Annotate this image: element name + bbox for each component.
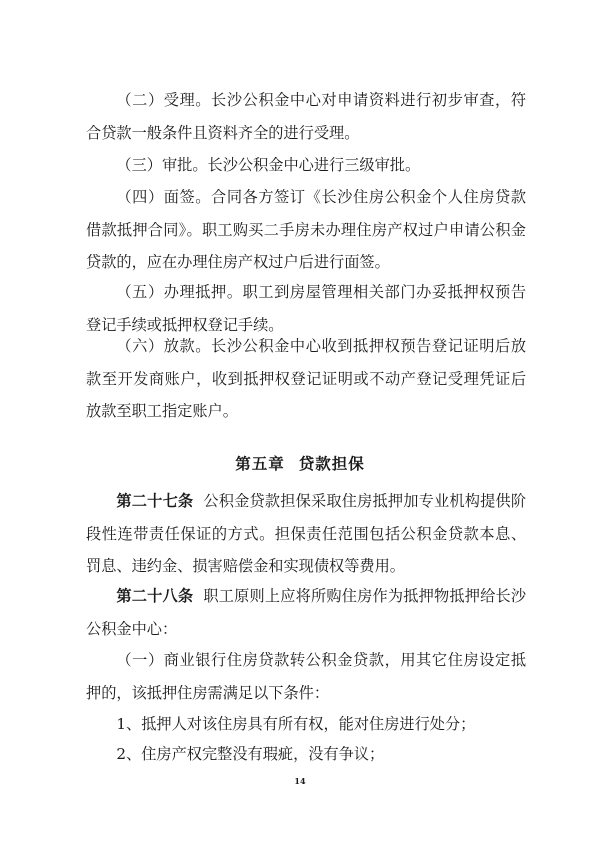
page-number: 14 bbox=[294, 776, 306, 786]
paragraph-approval: （三）审批。长沙公积金中心进行三级审批。 bbox=[116, 156, 421, 174]
paragraph-mortgage: （五）办理抵押。职工到房屋管理相关部门办妥抵押权预告登记手续或抵押权登记手续。 bbox=[86, 283, 526, 334]
article-28-label: 第二十八条 bbox=[116, 587, 194, 605]
item-one: （一）商业银行住房贷款转公积金贷款，用其它住房设定抵押的，该抵押住房需满足以下条件： bbox=[86, 651, 526, 702]
chapter-name: 贷款担保 bbox=[298, 454, 365, 473]
chapter-number: 第五章 bbox=[235, 454, 285, 473]
paragraph-disbursement: （六）放款。长沙公积金中心收到抵押权预告登记证明后放款至开发商账户，收到抵押权登记证明或不动产登记受理凭证后放款至职工指定账户。 bbox=[86, 337, 526, 420]
article-28 bbox=[86, 580, 526, 645]
article-27-text: 公积金贷款担保采取住房抵押加专业机构提供阶段性连带责任保证的方式。担保责任范围包括公积金贷款本息、罚息、违约金、损害赔偿金和实现债权等费用。 bbox=[86, 492, 527, 575]
article-27-label: 第二十七条 bbox=[116, 492, 194, 510]
paragraph-signing: （四）面签。合同各方签订《长沙住房公积金个人住房贷款借款抵押合同》。职工购买二手房未办理住房产权过户申请公积金贷款的，应在办理住房产权过户后进行面签。 bbox=[86, 188, 526, 271]
article-28-text: 职工原则上应将所购住房作为抵押物抵押给长沙公积金中心： bbox=[86, 587, 527, 638]
chapter-heading bbox=[0, 452, 600, 474]
condition-one: 1、抵押人对该住房具有所有权，能对住房进行处分； bbox=[116, 715, 476, 733]
article-27 bbox=[86, 485, 526, 583]
condition-two: 2、住房产权完整没有瑕疵，没有争议； bbox=[116, 745, 385, 763]
paragraph-acceptance: （二）受理。长沙公积金中心对申请资料进行初步审查，符合贷款一般条件且资料齐全的进行受理。 bbox=[86, 91, 526, 142]
